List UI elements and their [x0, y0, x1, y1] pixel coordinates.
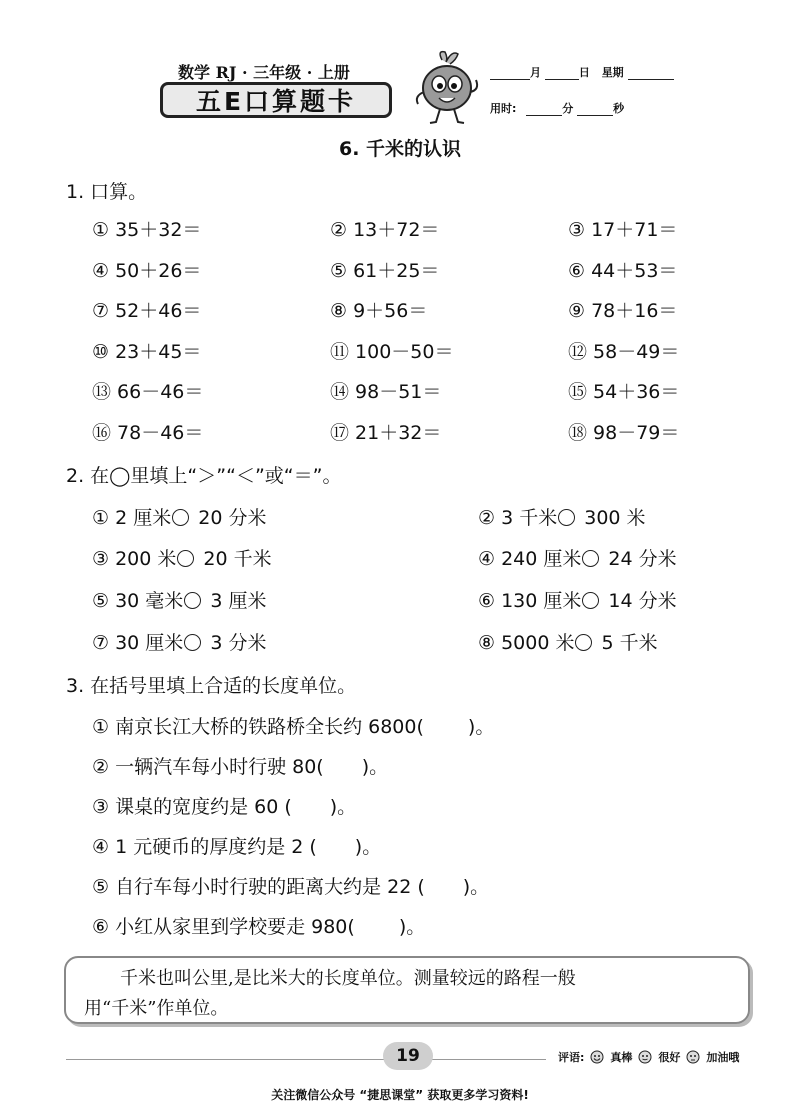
unit-question: ⑥ 小红从家里到学校要走 980( )。	[92, 916, 426, 938]
title-banner	[160, 82, 392, 118]
calc-item: ③ 17＋71＝	[568, 219, 678, 241]
section1-heading: 1. 口算。	[66, 181, 148, 203]
date-fields	[490, 64, 674, 80]
calc-item: ① 35＋32＝	[92, 219, 202, 241]
rating-great: 真棒	[610, 1051, 633, 1064]
compare-left: ② 3 千米	[478, 507, 558, 529]
good-face-icon[interactable]	[638, 1050, 652, 1064]
compare-right: 300 米	[578, 507, 646, 529]
section2-heading: 2. 在◯里填上“＞”“＜”或“＝”。	[66, 465, 342, 487]
calc-item: ⑯ 78－46＝	[92, 422, 204, 444]
calc-item: ⑮ 54＋36＝	[568, 381, 680, 403]
compare-left: ① 2 厘米	[92, 507, 172, 529]
answer-circle[interactable]	[582, 592, 599, 609]
minute-blank[interactable]	[526, 104, 562, 116]
compare-left: ⑧ 5000 米	[478, 632, 575, 654]
calc-item: ⑥ 44＋53＝	[568, 260, 678, 282]
compare-right: 14 分米	[602, 590, 677, 612]
compare-right: 20 千米	[197, 548, 272, 570]
answer-circle[interactable]	[575, 634, 592, 651]
answer-circle[interactable]	[184, 592, 201, 609]
rating-label: 评语:	[558, 1051, 585, 1064]
compare-right: 3 分米	[204, 632, 267, 654]
compare-item	[478, 586, 677, 613]
great-face-icon[interactable]	[590, 1050, 604, 1064]
weekday-blank[interactable]	[628, 68, 674, 80]
mascot-icon	[412, 50, 482, 126]
day-label: 日	[578, 66, 590, 79]
compare-item	[478, 544, 677, 571]
compare-right: 20 分米	[192, 507, 267, 529]
answer-circle[interactable]	[582, 550, 599, 567]
try-face-icon[interactable]	[686, 1050, 700, 1064]
calc-item: ⑱ 98－79＝	[568, 422, 680, 444]
compare-left: ③ 200 米	[92, 548, 177, 570]
answer-circle[interactable]	[177, 550, 194, 567]
unit-question: ③ 课桌的宽度约是 60 ( )。	[92, 796, 357, 818]
banner-text: 五E口算题卡	[195, 87, 357, 116]
unit-question: ④ 1 元硬币的厚度约是 2 ( )。	[92, 836, 382, 858]
minute-label: 分	[562, 102, 574, 115]
footer-promo: 关注微信公众号 “捷思课堂” 获取更多学习资料!	[271, 1088, 529, 1102]
compare-left: ④ 240 厘米	[478, 548, 582, 570]
answer-circle[interactable]	[558, 509, 575, 526]
compare-left: ⑤ 30 毫米	[92, 590, 184, 612]
calc-item: ⑬ 66－46＝	[92, 381, 204, 403]
compare-item	[92, 544, 272, 571]
compare-item	[92, 503, 266, 530]
compare-right: 24 分米	[602, 548, 677, 570]
month-label: 月	[530, 66, 541, 79]
weekday-label: 星期	[601, 66, 624, 79]
compare-left: ⑥ 130 厘米	[478, 590, 582, 612]
calc-item: ⑤ 61＋25＝	[330, 260, 440, 282]
rating-good: 很好	[658, 1051, 681, 1064]
calc-item: ② 13＋72＝	[330, 219, 440, 241]
answer-circle[interactable]	[184, 634, 201, 651]
calc-item: ⑪ 100－50＝	[330, 341, 454, 363]
month-blank[interactable]	[490, 68, 530, 80]
unit-question: ⑤ 自行车每小时行驶的距离大约是 22 ( )。	[92, 876, 490, 898]
compare-item	[478, 503, 646, 530]
second-label: 秒	[613, 102, 625, 115]
subject-label: 数学 RJ · 三年级 · 上册	[178, 63, 350, 82]
compare-item	[92, 586, 266, 613]
page-title: 6. 千米的认识	[338, 138, 462, 160]
calc-item: ⑧ 9＋56＝	[330, 300, 428, 322]
calc-item: ⑨ 78＋16＝	[568, 300, 678, 322]
rating-try: 加油哦	[706, 1051, 740, 1064]
compare-right: 5 千米	[595, 632, 658, 654]
day-blank[interactable]	[545, 68, 579, 80]
compare-left: ⑦ 30 厘米	[92, 632, 184, 654]
calc-item: ⑦ 52＋46＝	[92, 300, 202, 322]
unit-question: ① 南京长江大桥的铁路桥全长约 6800( )。	[92, 716, 495, 738]
note-line-1: 千米也叫公里,是比米大的长度单位。测量较远的路程一般	[120, 968, 576, 989]
time-label: 用时:	[490, 102, 517, 115]
compare-item	[92, 628, 266, 655]
compare-item	[478, 628, 658, 655]
second-blank[interactable]	[577, 104, 613, 116]
compare-right: 3 厘米	[204, 590, 267, 612]
page-divider	[66, 1059, 546, 1060]
page-number: 19	[383, 1042, 433, 1070]
calc-item: ⑭ 98－51＝	[330, 381, 442, 403]
calc-item: ④ 50＋26＝	[92, 260, 202, 282]
answer-circle[interactable]	[172, 509, 189, 526]
calc-item: ⑩ 23＋45＝	[92, 341, 202, 363]
section3-heading: 3. 在括号里填上合适的长度单位。	[66, 675, 357, 697]
time-fields	[490, 100, 624, 116]
note-line-2: 用“千米”作单位。	[84, 998, 229, 1019]
calc-item: ⑰ 21＋32＝	[330, 422, 442, 444]
rating-row	[558, 1049, 739, 1065]
calc-item: ⑫ 58－49＝	[568, 341, 680, 363]
unit-question: ② 一辆汽车每小时行驶 80( )。	[92, 756, 389, 778]
